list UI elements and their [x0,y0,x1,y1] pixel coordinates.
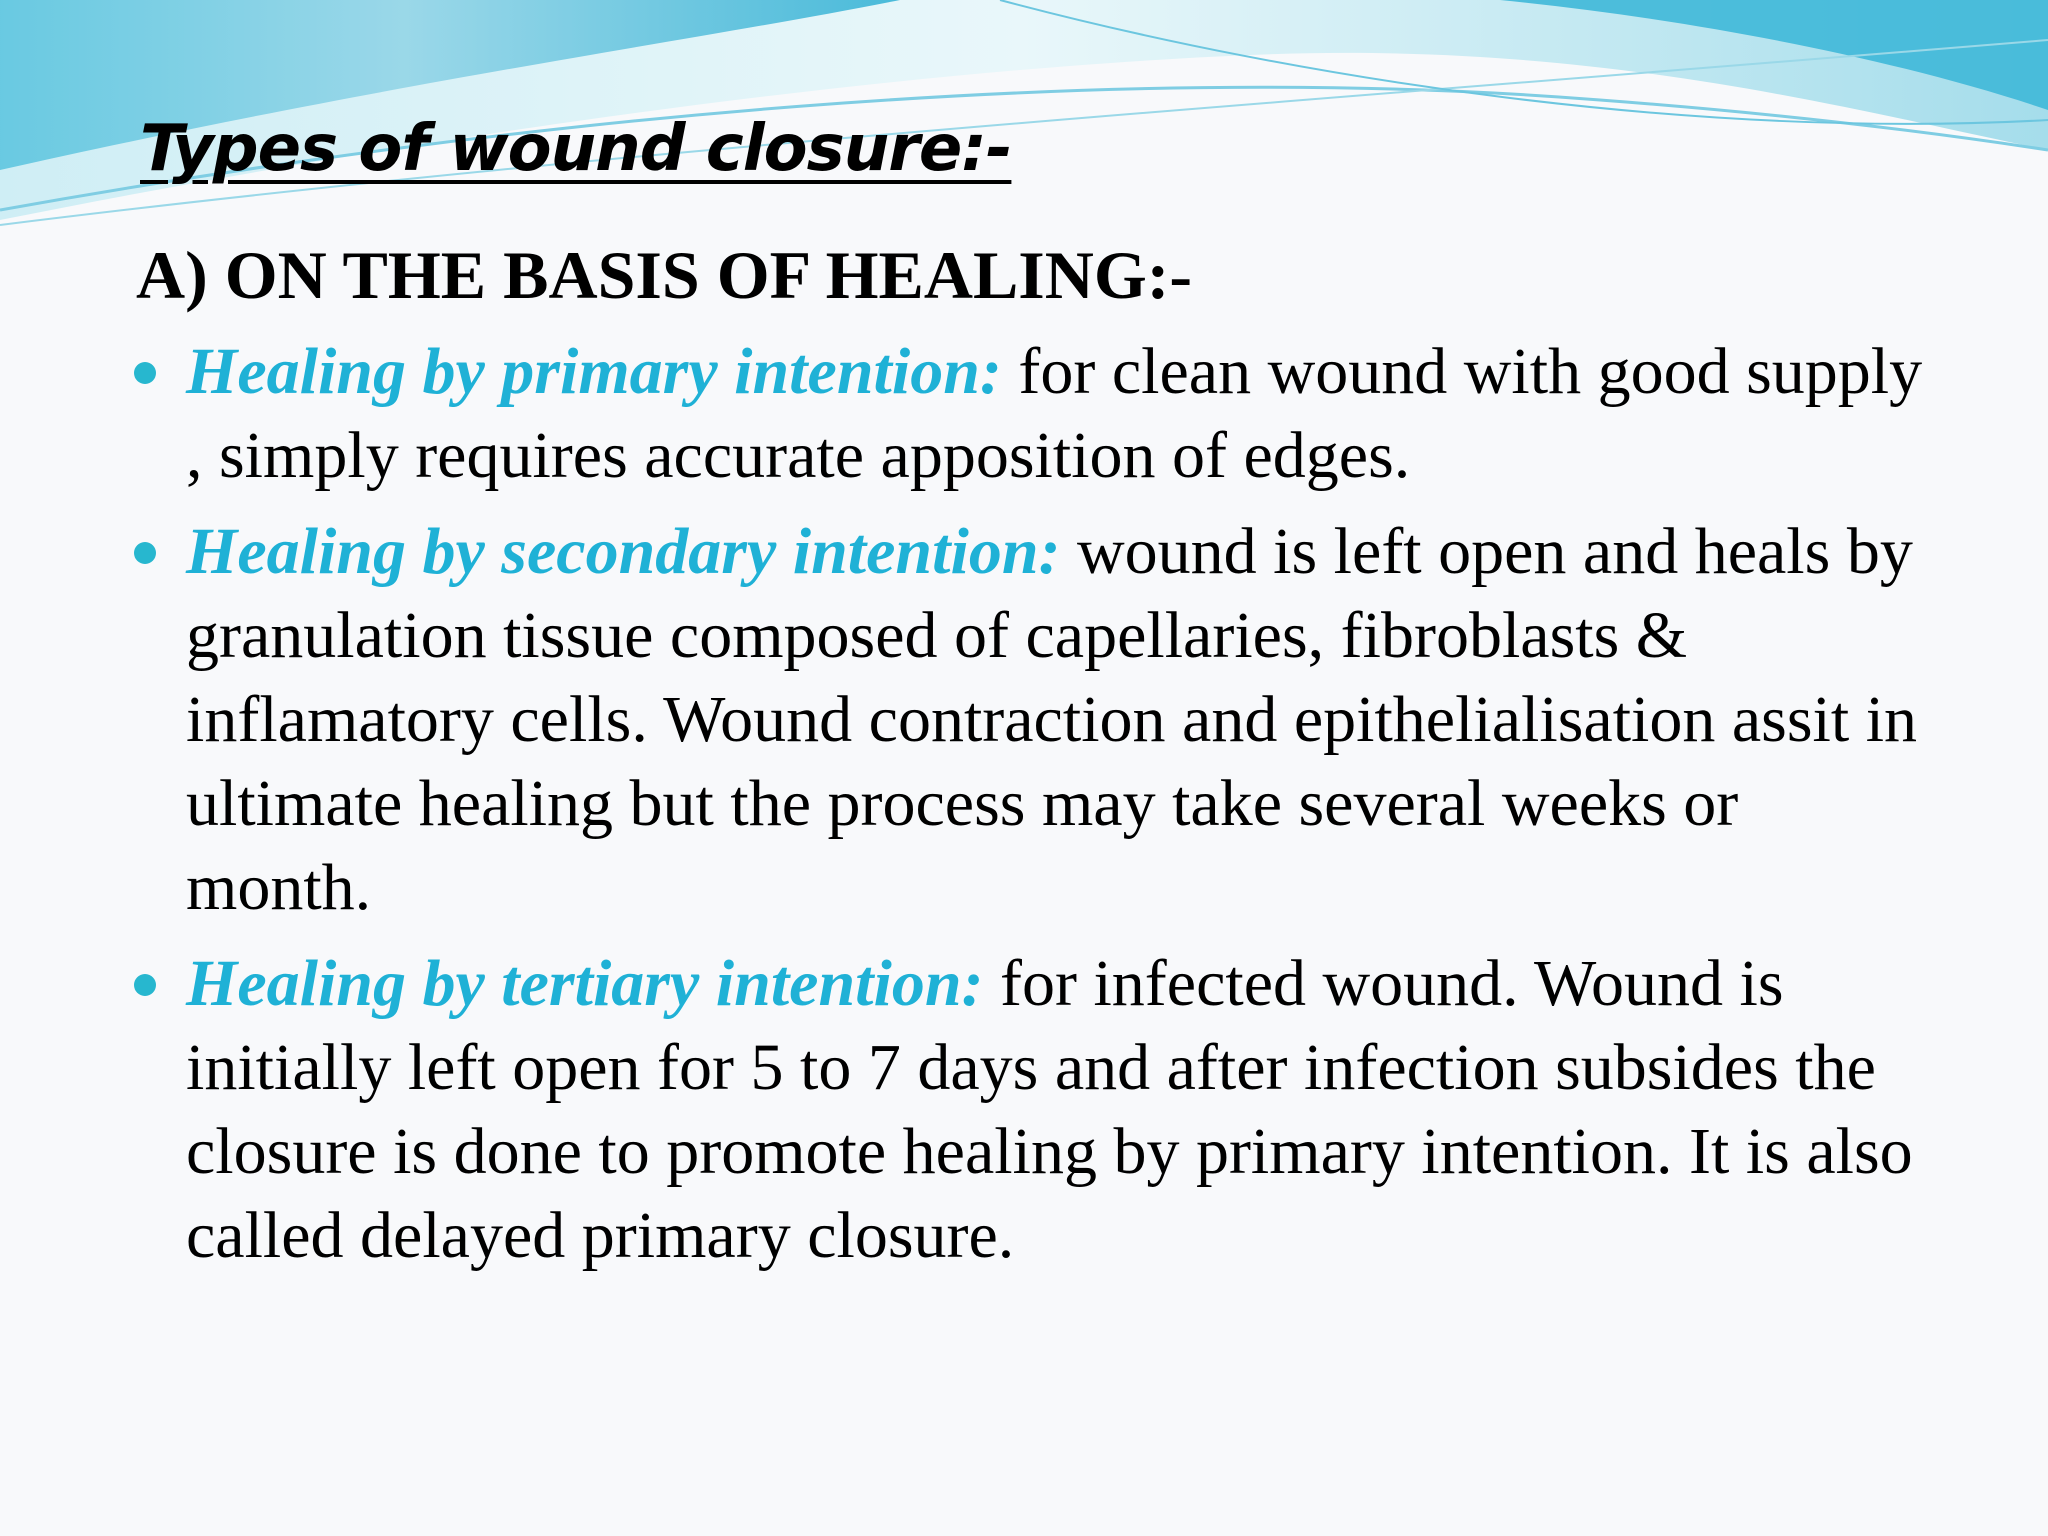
bullet-list [130,330,1930,1290]
bullet-term: Healing by tertiary intention: [186,947,984,1020]
bullet-icon [134,974,156,996]
bullet-icon [134,362,156,384]
slide-title: Types of wound closure:- [140,112,1012,186]
list-item [130,942,1930,1278]
list-item [130,510,1930,930]
bullet-text: for infected wound. Wound is initially left open for 5 to 7 days and after infection subsides the closure is done to promote healing by primary intention. It is also called delayed primary closure. [186,947,1913,1272]
list-item [130,330,1930,498]
bullet-term: Healing by secondary intention: [186,515,1061,588]
bullet-icon [134,542,156,564]
bullet-text: for clean wound with good supply , simply requires accurate apposition of edges. [186,335,1923,492]
bullet-term: Healing by primary intention: [186,335,1002,408]
bullet-text: wound is left open and heals by granulation tissue composed of capellaries, fibroblasts & inflamatory cells. Wound contraction and epithelialisation assit in ultimate healing but the process may take several weeks or month. [186,515,1918,924]
section-subheading: A) ON THE BASIS OF HEALING:- [136,237,1193,313]
